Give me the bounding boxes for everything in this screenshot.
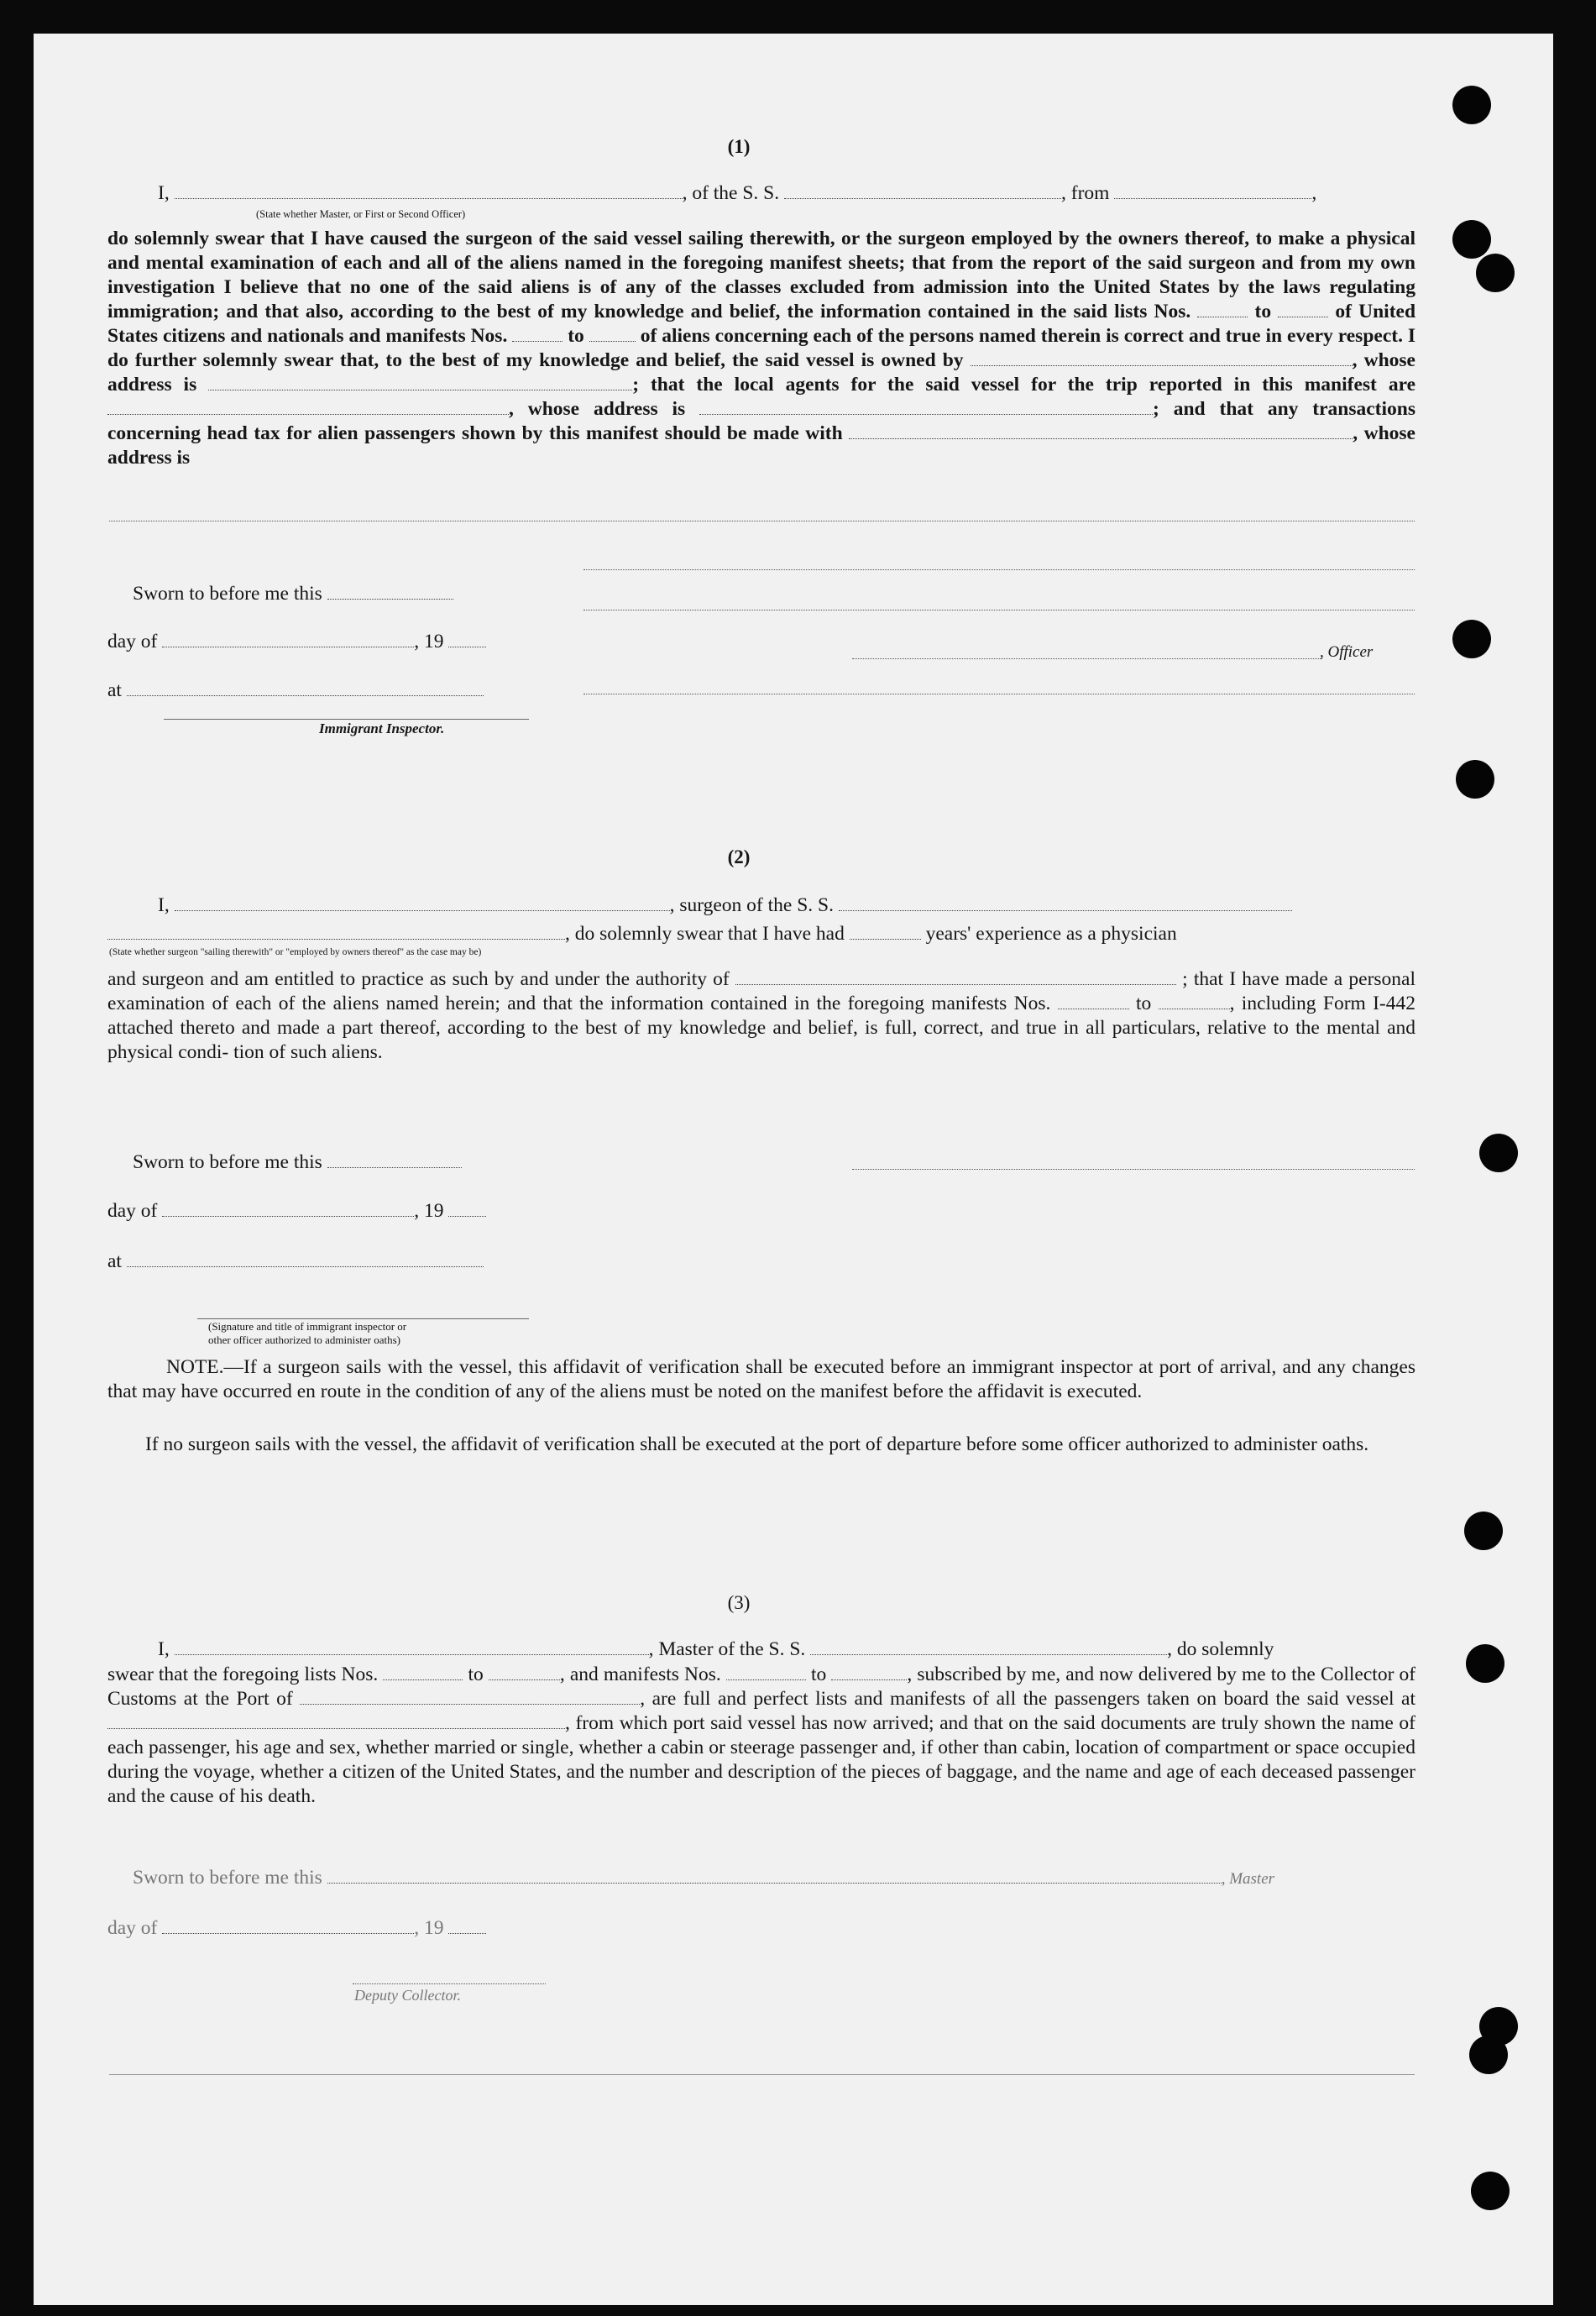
lists-from-field[interactable] xyxy=(1197,301,1248,317)
punch-hole xyxy=(1452,620,1491,658)
owner-address-field[interactable] xyxy=(208,375,632,390)
s3-manifests-to-field[interactable] xyxy=(831,1664,907,1680)
s3-year-field[interactable] xyxy=(448,1918,486,1934)
s1-oath-text: do solemnly swear that I have caused the surgeon of the said vessel sailing therewith, or the surgeon employed by the owners thereof, to make a physical and mental examination of each and all of the aliens named in the foregoing manifest sheets; that from the report of the said surgeon and from my own investigation I believe that no one of the said aliens is of any of the classes excluded from admission into the United States by the laws regulating immigration; and that also, according to the best of my knowledge and belief, the information contained in the said lists Nos. to of United States citizens and nationals and manifests Nos. to of aliens concerning each of the persons named therein is correct and true in every respect. I do further solemnly swear that, to the best of my knowledge and belief, the said vessel is owned by , whose address is ; that the local agents for the said vessel for the trip reported in this manifest are , whose address is ; and that any transactions concerning head tax for alien passengers shown by this manifest should be made with , whose address is xyxy=(107,228,1416,469)
s2-note-2: If no surgeon sails with the vessel, the affidavit of verification shall be executed at the port of departure before some officer authorized to administer oaths. xyxy=(145,1433,1369,1455)
punch-hole xyxy=(1476,254,1515,292)
manifest-verification-page xyxy=(34,34,1553,2305)
s1-day-of: day of , 19 xyxy=(107,630,486,654)
s1-year-field[interactable] xyxy=(448,631,486,647)
s2-oath-text: and surgeon and am entitled to practice as such by and under the authority of ; that I have made a personal examination of each of the aliens named herein; and that the information contained in the foregoing manifests Nos. to , including Form I-442 attached thereto and made a part thereof, according to the best of my knowledge and belief, is full, correct, and true in all particulars, relative to the mental and physical condi- tion of such aliens. xyxy=(107,968,1416,1063)
s3-master-label: , Master xyxy=(1221,1870,1275,1888)
s1-at-field[interactable] xyxy=(127,680,484,696)
s3-deputy-label: Deputy Collector. xyxy=(354,1987,461,2004)
officer-rank-field[interactable] xyxy=(175,183,683,199)
head-tax-contact-field[interactable] xyxy=(849,423,1353,439)
s1-sworn-field[interactable] xyxy=(327,584,453,600)
punch-hole xyxy=(1479,1134,1518,1172)
s2-years-field[interactable] xyxy=(850,924,921,940)
punch-hole xyxy=(1469,2036,1508,2074)
punch-hole xyxy=(1471,2172,1510,2210)
s2-inspector-sig-line xyxy=(197,1318,529,1319)
s3-day-of: day of , 19 xyxy=(107,1916,486,1941)
s2-sworn-field[interactable] xyxy=(327,1152,462,1168)
s2-surgeon-caption: (State whether surgeon "sailing therewith" or "employed by owners thereof" as the case may be) xyxy=(109,947,482,957)
s1-officer-line-3 xyxy=(852,658,1322,659)
s1-rank-caption: (State whether Master, or First or Second Officer) xyxy=(256,208,466,220)
s2-day-of: day of , 19 xyxy=(107,1199,486,1223)
s1-day-field[interactable] xyxy=(162,631,414,647)
punch-hole xyxy=(1452,220,1491,259)
s2-day-field[interactable] xyxy=(162,1201,414,1217)
s3-vessel-field[interactable] xyxy=(810,1639,1167,1655)
punch-hole xyxy=(1464,1512,1503,1550)
s1-inspector-sig-line xyxy=(164,719,529,720)
manifests-to-field[interactable] xyxy=(589,326,636,342)
s3-lists-to-field[interactable] xyxy=(489,1664,560,1680)
lists-to-field[interactable] xyxy=(1278,301,1328,317)
s3-day-field[interactable] xyxy=(162,1918,414,1934)
s3-port-field[interactable] xyxy=(300,1689,640,1705)
s2-sig-caption-2: other officer authorized to administer oaths) xyxy=(208,1334,400,1346)
s2-sworn: Sworn to before me this xyxy=(133,1150,462,1175)
s3-manifests-from-field[interactable] xyxy=(726,1664,806,1680)
s3-line1: I, , Master of the S. S. , do solemnly xyxy=(158,1638,1274,1660)
s1-line1: I, , of the S. S. , from , xyxy=(158,182,1317,204)
s1-inspector-label: Immigrant Inspector. xyxy=(319,720,445,736)
s1-officer-line-1 xyxy=(583,569,1415,570)
local-agents-field[interactable] xyxy=(107,399,509,415)
owner-field[interactable] xyxy=(971,350,1353,366)
s3-sworn: Sworn to before me this , Master xyxy=(133,1867,1275,1889)
vessel-name-field[interactable] xyxy=(784,183,1061,199)
punch-hole xyxy=(1466,1644,1504,1683)
s3-lists-from-field[interactable] xyxy=(383,1664,463,1680)
punch-hole xyxy=(1452,86,1491,124)
s2-note-1: NOTE.—If a surgeon sails with the vessel, this affidavit of verification shall be executed before an immigrant inspector at port of arrival, and any changes that may have occurred en route in the condition of any of the aliens must be noted on the manifest before the affidavit is executed. xyxy=(107,1356,1415,1402)
s2-year-field[interactable] xyxy=(448,1201,486,1217)
section-1-number: (1) xyxy=(727,136,751,157)
s3-oath-text: swear that the foregoing lists Nos. to , and manifests Nos. to , subscribed by me, and now delivered by me to the Collector of Customs at the Port of , are full and perfect lists and manifests of all the passengers taken on board the said vessel at , from which port said vessel has now arrived; and that on the said documents are truly shown the name of each passenger, his age and sex, whether married or single, whether a cabin or steerage passenger and, if other than cabin, location of compartment or space occupied during the voyage, whether a citizen of the United States, and the number and description of the pieces of baggage, and the name and age of each deceased passenger and the cause of his death. xyxy=(107,1664,1416,1807)
s2-surgeon-name-field[interactable] xyxy=(175,895,670,911)
s2-surgeon-type-field[interactable] xyxy=(107,924,565,940)
s2-at-field[interactable] xyxy=(127,1251,484,1267)
s2-manifests-to-field[interactable] xyxy=(1159,993,1230,1009)
s2-manifests-from-field[interactable] xyxy=(1058,993,1129,1009)
s1-at: at xyxy=(107,679,484,703)
from-port-field[interactable] xyxy=(1114,183,1311,199)
agents-address-field[interactable] xyxy=(699,399,1153,415)
s3-deputy-sig-line xyxy=(353,1983,546,1984)
s3-master-name-field[interactable] xyxy=(175,1639,649,1655)
manifests-from-field[interactable] xyxy=(512,326,563,342)
s3-departure-port-field[interactable] xyxy=(107,1713,565,1729)
section-2-number: (2) xyxy=(727,846,751,867)
s2-line2: , do solemnly swear that I have had years' experience as a physician xyxy=(107,922,1177,946)
s2-authority-field[interactable] xyxy=(735,969,1176,985)
s2-sig-caption-1: (Signature and title of immigrant inspector or xyxy=(208,1320,407,1333)
bottom-rule xyxy=(109,2074,1415,2075)
punch-hole xyxy=(1456,760,1494,799)
s2-at: at xyxy=(107,1250,484,1274)
s2-vessel-field[interactable] xyxy=(839,895,1292,911)
section-3-number: (3) xyxy=(727,1592,751,1613)
s2-right-sig-line xyxy=(852,1169,1415,1170)
s2-line1: I, , surgeon of the S. S. xyxy=(158,893,1292,918)
s3-sworn-field[interactable] xyxy=(327,1868,1222,1884)
s1-sworn: Sworn to before me this xyxy=(133,582,453,606)
s1-officer-label: , Officer xyxy=(1320,643,1374,661)
